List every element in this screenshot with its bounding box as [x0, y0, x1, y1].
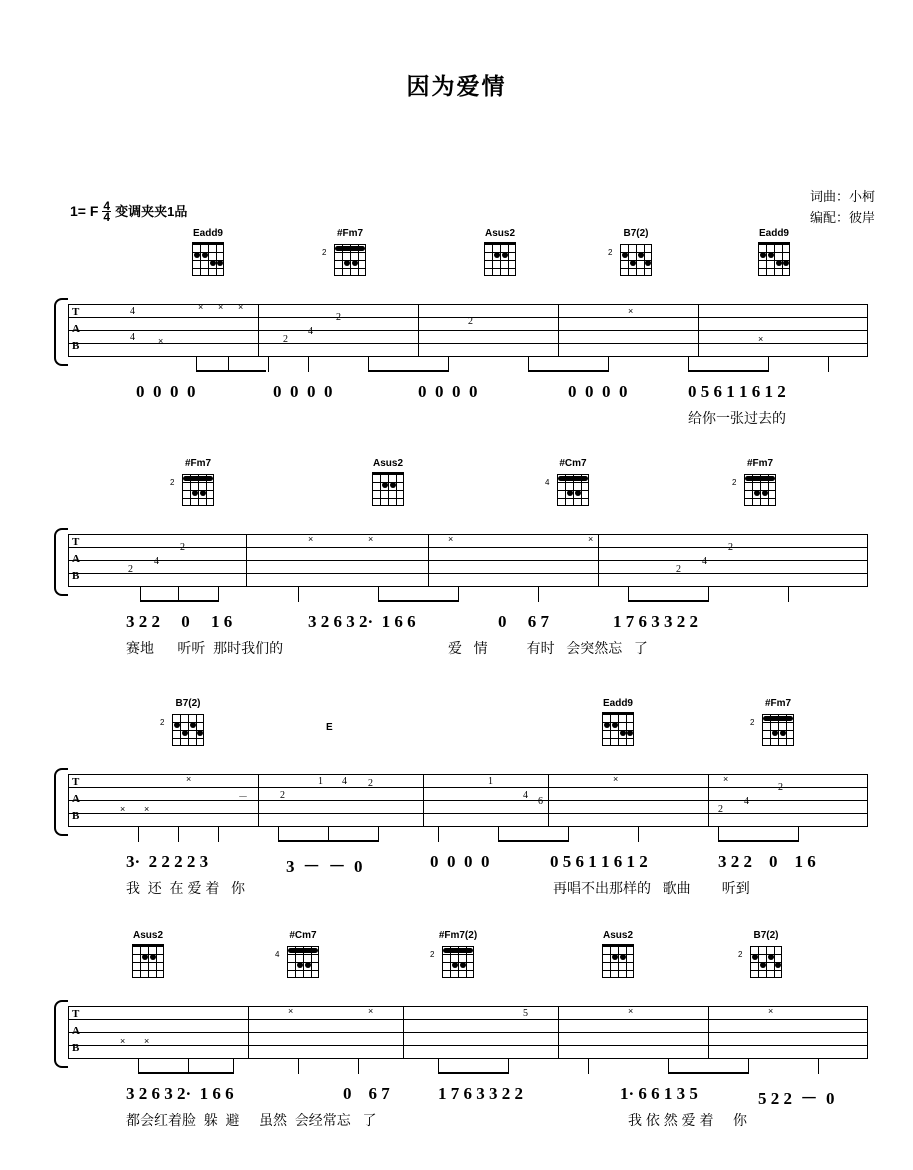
chord-b7-2: [160, 698, 208, 750]
staff-brace: [54, 1000, 68, 1068]
measure-numbers: 0 0 0 0: [418, 382, 478, 401]
chord-diagram: [275, 942, 323, 982]
chord-name: #Cm7: [559, 458, 587, 469]
lyric-phrase: 我 还 在 爱 着 你: [126, 880, 246, 896]
lyrics-row-1: [68, 408, 868, 432]
tab-clef: T A B: [72, 306, 80, 352]
measure-numbers: 0 6 7: [343, 1084, 390, 1103]
chord-eadd9: [598, 698, 638, 750]
staff-lines: [68, 304, 868, 356]
chord-name: #Fm7: [746, 458, 774, 469]
measure-numbers: 3· 2 2 2 2 3: [126, 852, 209, 871]
number-notation-row-1: [68, 382, 868, 408]
chord-diagram: [598, 710, 638, 750]
chord-csharp-m7: [545, 458, 593, 510]
system-2: [68, 458, 868, 662]
credit-line-2: 编配：彼岸: [809, 210, 875, 225]
measure-numbers: 0 5 6 1 1 6 1 2: [550, 852, 648, 871]
measure-numbers: 0 0 0 0: [273, 382, 333, 401]
staff-brace: [54, 768, 68, 836]
fret-number: 2: [160, 718, 165, 727]
chord-name: #Fm7: [764, 698, 792, 709]
measure-numbers: 3 2 2 0 1 6: [718, 852, 816, 871]
chord-asus2: [128, 930, 168, 982]
tab-staff-2: T A B 2 4 2 × × × × 2 4 2: [68, 520, 868, 612]
chord-diagram: [738, 942, 786, 982]
chord-fsharp-m7: [750, 698, 798, 750]
chord-name: #Fm7: [336, 228, 364, 239]
tab-staff-1: T A B 4 4 × × × × 2 4 2 2 × ×: [68, 290, 868, 382]
chord-diagram: [598, 942, 638, 982]
fret-number: 2: [608, 248, 613, 257]
credit-line-1: 词曲：小柯: [809, 189, 875, 204]
chord-diagram: 2: [330, 240, 370, 280]
sheet-music-page: [0, 68, 913, 1170]
number-notation-row-2: [68, 612, 868, 638]
time-signature: [102, 201, 111, 222]
staff-brace: [54, 528, 68, 596]
measure-numbers: 0 0 0 0: [430, 852, 490, 871]
chord-name: Eadd9: [192, 228, 223, 239]
lyrics-row-4: [68, 1110, 868, 1134]
tab-clef: T A B: [72, 776, 80, 822]
key-signature-block: [70, 199, 188, 224]
number-notation-row-4: [68, 1084, 868, 1110]
measure-numbers: 3 2 6 3 2· 1 6 6: [308, 612, 416, 631]
system-1: [68, 228, 868, 432]
staff-lines: [68, 1006, 868, 1058]
chord-diagram: [480, 240, 520, 280]
measure-numbers: 1 7 6 3 3 2 2: [613, 612, 698, 631]
fret-number: 4: [545, 478, 550, 487]
number-notation-row-3: [68, 852, 868, 878]
measure-numbers: 3 2 2 0 1 6: [126, 612, 233, 631]
chord-name: #Fm7(2): [438, 930, 478, 941]
measure-numbers: 0 0 0 0: [136, 382, 196, 401]
measure-numbers: 5 2 2 － 0: [758, 1089, 835, 1108]
chord-diagram: [754, 240, 794, 280]
chord-fsharp-m7-2: [430, 930, 478, 982]
page-title: 因为爱情: [406, 73, 507, 99]
chord-diagram: [608, 240, 656, 280]
chord-name: #Cm7: [289, 930, 317, 941]
chord-asus2-2: [598, 930, 638, 982]
chord-fsharp-m7-2: [732, 458, 780, 510]
chord-eadd9-2: [754, 228, 794, 280]
chord-name: B7(2): [623, 228, 649, 239]
chord-name: #Fm7: [184, 458, 212, 469]
measure-numbers: 0 6 7: [498, 612, 549, 631]
chord-row-2: [68, 458, 868, 520]
measure-numbers: 0 0 0 0: [568, 382, 628, 401]
chord-asus2: [480, 228, 520, 280]
fret-number: 2: [430, 950, 435, 959]
fret-number: 2: [738, 950, 743, 959]
chord-name: B7(2): [753, 930, 779, 941]
tab-clef: T A B: [72, 536, 80, 582]
lyric-phrase: 爱 情 有时 会突然忘 了: [448, 640, 648, 656]
lyric-phrase: 都会红着脸 躲 避 虽然 会经常忘 了: [126, 1112, 377, 1128]
chord-row-1: [68, 228, 868, 290]
chord-b7-2: [738, 930, 786, 982]
chord-name: Asus2: [602, 930, 633, 941]
chord-diagram: 2: [758, 710, 798, 750]
tab-clef: T A B: [72, 1008, 80, 1054]
chord-name: Asus2: [484, 228, 515, 239]
chord-row-3: [68, 698, 868, 760]
time-signature-denominator: 4: [103, 210, 111, 224]
staff-brace: [54, 298, 68, 366]
chord-b7-2: [608, 228, 656, 280]
chord-diagram: [160, 710, 208, 750]
chord-name: Asus2: [132, 930, 163, 941]
lyric-phrase: 我 依 然 爱 着 你: [628, 1112, 748, 1128]
lyrics-row-2: [68, 638, 868, 662]
chord-name: Asus2: [372, 458, 403, 469]
measure-numbers: 1· 6 6 1 3 5: [620, 1084, 698, 1103]
chord-e: [326, 722, 333, 734]
capo-note: 变调夹夹1品: [115, 204, 188, 219]
key-label: 1= F: [70, 202, 99, 219]
chord-eadd9: [188, 228, 228, 280]
credits: [810, 186, 875, 228]
lyric-phrase: 再唱不出那样的 歌曲 听到: [553, 880, 750, 896]
lyric-phrase: 给你一张过去的: [688, 410, 786, 426]
chord-diagram: 2: [178, 470, 218, 510]
chord-diagram: [128, 942, 168, 982]
chord-row-4: [68, 930, 868, 992]
chord-name: E: [326, 722, 333, 733]
chord-diagram: [430, 942, 478, 982]
chord-asus2: [368, 458, 408, 510]
chord-fsharp-m7: [170, 458, 218, 510]
tab-staff-3: T A B × × × － 2 1 4 2 1 4 6 × × 2 4 2: [68, 760, 868, 852]
measure-numbers: 0 5 6 1 1 6 1 2: [688, 382, 786, 401]
chord-csharp-m7: [275, 930, 323, 982]
measure-numbers: 3 2 6 3 2· 1 6 6: [126, 1084, 234, 1103]
chord-name: B7(2): [175, 698, 201, 709]
fret-number: 4: [275, 950, 280, 959]
tab-staff-4: T A B × × × × 5 × ×: [68, 992, 868, 1084]
time-signature-numerator: 4: [103, 199, 111, 213]
chord-diagram: [368, 470, 408, 510]
chord-diagram: [188, 240, 228, 280]
chord-name: Eadd9: [758, 228, 789, 239]
system-4: [68, 930, 868, 1134]
chord-diagram: 2: [740, 470, 780, 510]
lyrics-row-3: [68, 878, 868, 902]
chord-diagram: [545, 470, 593, 510]
measure-numbers: 1 7 6 3 3 2 2: [438, 1084, 523, 1103]
chord-fsharp-m7: [322, 228, 370, 280]
measure-numbers: 3 － － 0: [286, 857, 363, 876]
staff-lines: [68, 534, 868, 586]
lyric-phrase: 赛地 听听 那时我们的: [126, 640, 284, 656]
chord-name: Eadd9: [602, 698, 633, 709]
system-3: [68, 698, 868, 902]
